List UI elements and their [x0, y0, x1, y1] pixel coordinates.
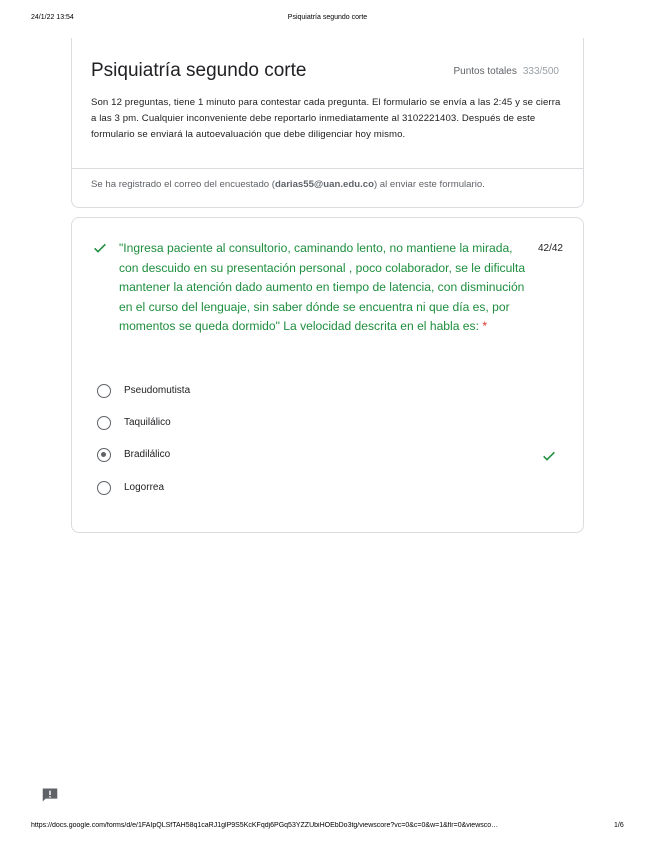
- question-points: 42/42: [537, 243, 563, 254]
- option-pseudomutista[interactable]: [97, 384, 557, 402]
- question-body: "Ingresa paciente al consultorio, caminando lento, no mantiene la mirada, con descuido en su presentación personal , poco colaborador, se le dificulta mantener la atención dado aumento en tiempo de latencia, con disminución en el curso del lenguaje, sin saber dónde se encuentra ni que día es, por momentos se queda dormido" La velocidad descrita en el habla es:: [119, 241, 526, 334]
- correct-check-icon: [92, 240, 108, 256]
- total-points: [453, 66, 559, 77]
- form-title: Psiquiatría segundo corte: [91, 60, 307, 81]
- correct-answer-check-icon: [541, 448, 557, 464]
- email-notice-suffix: ) al enviar este formulario.: [373, 179, 485, 190]
- option-label: Taquilálico: [124, 417, 171, 428]
- radio-button[interactable]: [97, 481, 111, 495]
- radio-button-selected[interactable]: [97, 448, 111, 462]
- total-points-label: Puntos totales: [453, 66, 517, 77]
- option-label: Logorrea: [124, 482, 165, 493]
- print-document-title: Psiquiatría segundo corte: [287, 14, 368, 21]
- option-taquilalico[interactable]: [97, 416, 557, 434]
- question-card: [71, 217, 584, 533]
- form-description: Son 12 preguntas, tiene 1 minuto para contestar cada pregunta. El formulario se envía a las 2:45 y se cierra a las 3 pm. Cualquier inconveniente debe reportarlo inmediatamente al 3102221403. Después de este formulario se enviará la autoevaluación que debe diligenciar hoy mismo.: [91, 97, 561, 140]
- page-number: 1/6: [614, 822, 624, 829]
- email-notice-prefix: Se ha registrado el correo del encuestado (: [91, 179, 275, 190]
- print-datetime: 24/1/22 13:54: [31, 14, 74, 21]
- feedback-icon[interactable]: [41, 787, 59, 803]
- option-label: Bradilálico: [124, 449, 171, 460]
- question-text: [119, 239, 534, 337]
- divider: [72, 168, 583, 169]
- print-url: https://docs.google.com/forms/d/e/1FAIpQLSfTAH58q1caRJ1glP9S5KcKFqdj6PGq53YZZUbiHOEbDo3tg/viewscore?vc=0&c=0&w=1&flr=0&viewsco…: [31, 822, 499, 829]
- radio-button[interactable]: [97, 416, 111, 430]
- print-header: [0, 14, 655, 26]
- required-mark: *: [482, 319, 488, 334]
- option-label: Pseudomutista: [124, 385, 191, 396]
- total-points-value: 333/500: [522, 66, 559, 77]
- respondent-email: darias55@uan.edu.co: [275, 179, 374, 190]
- radio-button[interactable]: [97, 384, 111, 398]
- email-notice: [91, 179, 485, 190]
- form-header-card: [71, 38, 584, 208]
- option-logorrea[interactable]: [97, 481, 557, 499]
- option-bradilalico[interactable]: [97, 448, 557, 466]
